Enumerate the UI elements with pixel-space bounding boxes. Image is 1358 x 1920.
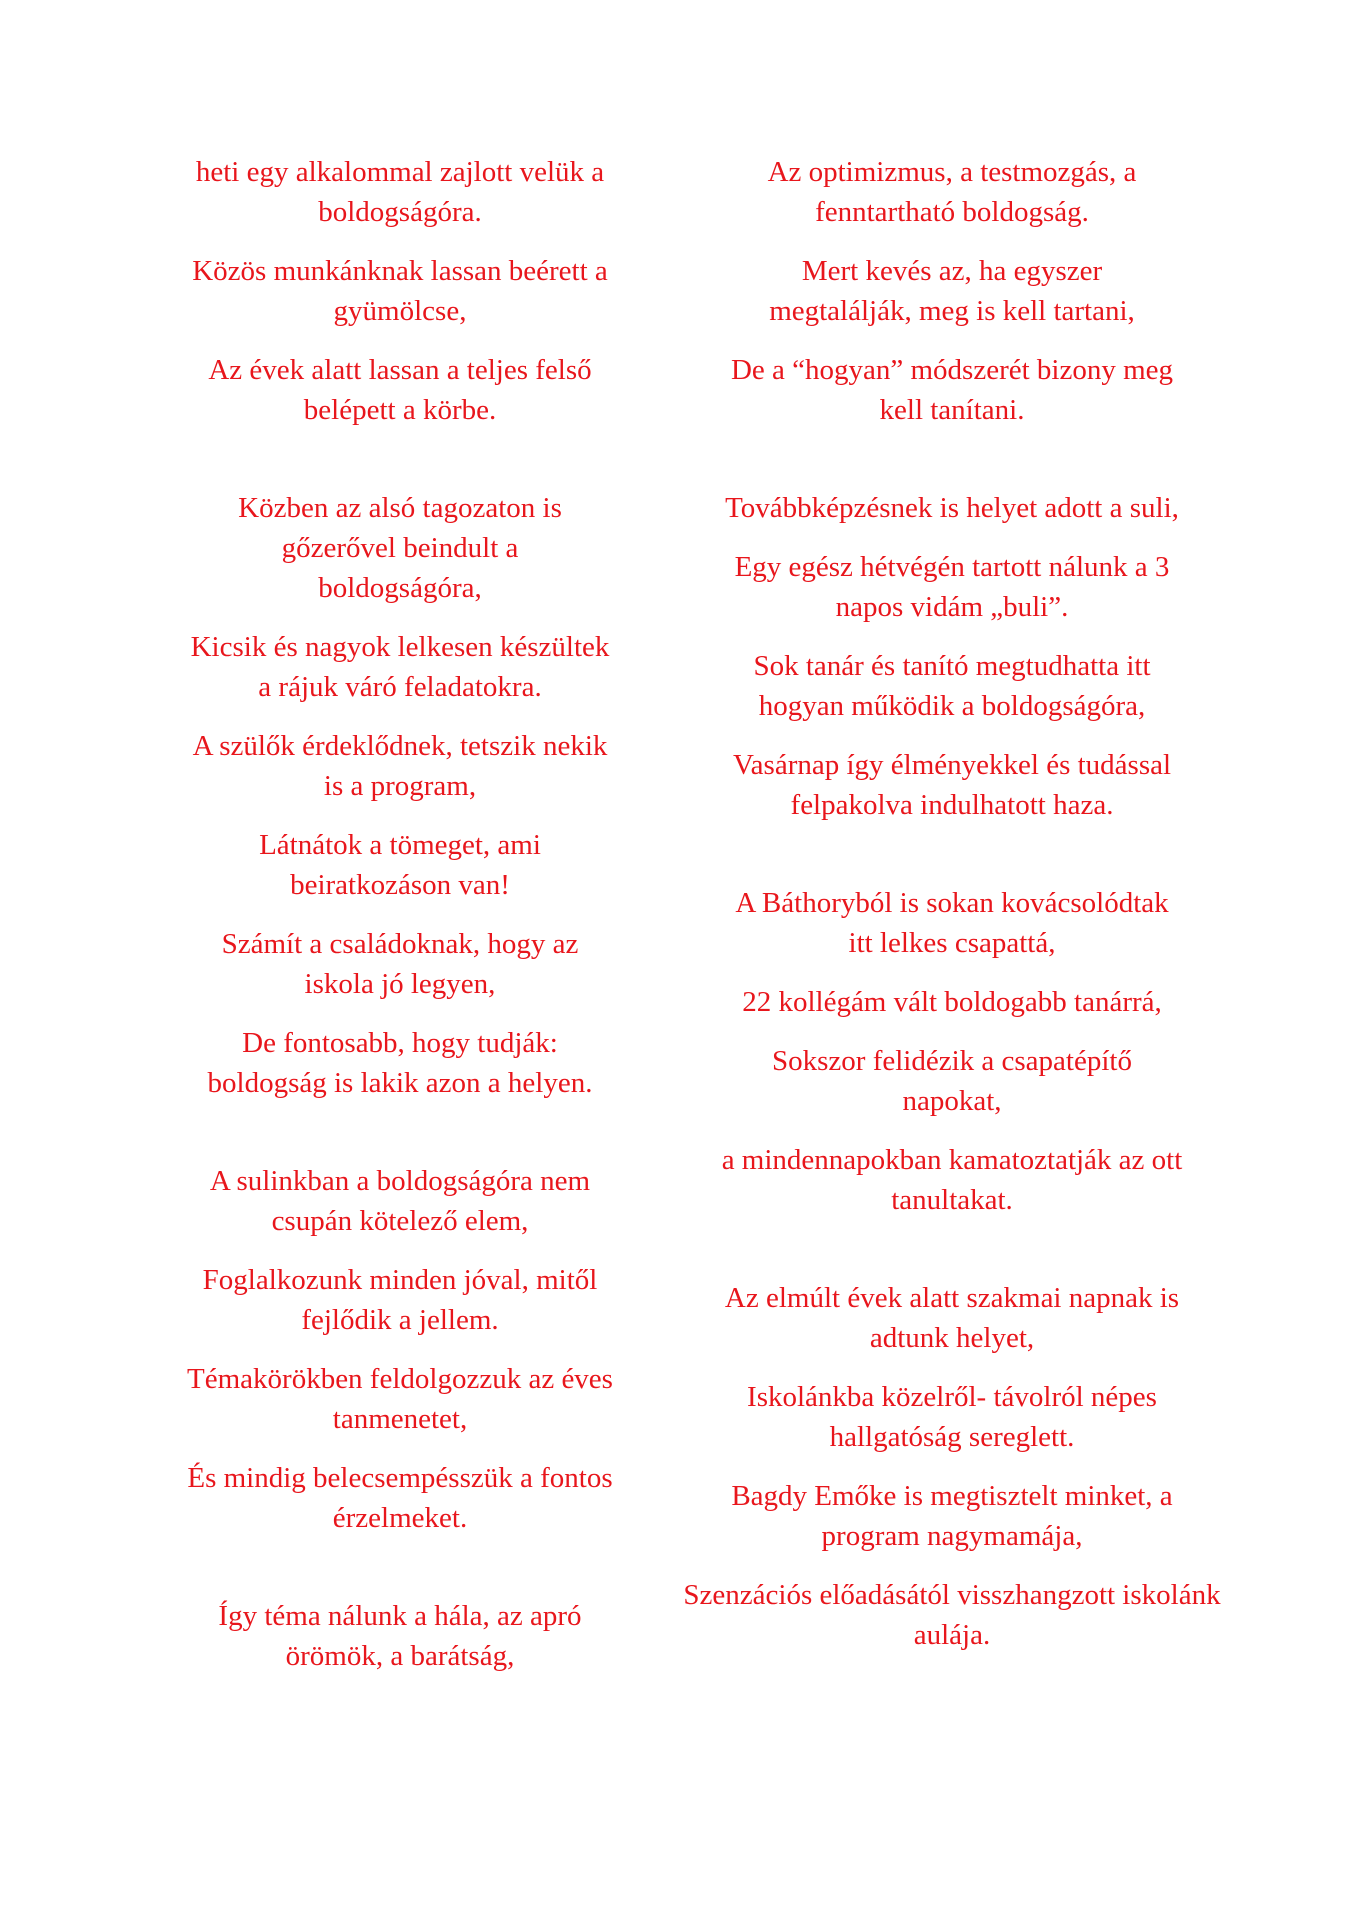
poem-line: Közös munkánknak lassan beérett a gyümölcse, <box>192 255 608 327</box>
poem-line: De a “hogyan” módszerét bizony meg kell tanítani. <box>730 354 1174 426</box>
poem-line: Témakörökben feldolgozzuk az éves tanmenetet, <box>187 1363 613 1435</box>
poem-line: Sok tanár és tanító megtudhatta itt hogyan működik a boldogságóra, <box>753 650 1151 722</box>
poem-line: Továbbképzésnek is helyet adott a suli, <box>725 492 1179 524</box>
left-column <box>120 152 680 1695</box>
stanza <box>672 1278 1232 1655</box>
stanza <box>672 152 1232 430</box>
poem-line: Egy egész hétvégén tartott nálunk a 3 napos vidám „buli”. <box>734 551 1170 623</box>
poem-line: A szülők érdeklődnek, tetszik nekik is a program, <box>192 730 608 802</box>
poem-line: Foglalkozunk minden jóval, mitől fejlődik a jellem. <box>202 1264 598 1336</box>
poem-line: Az elmúlt évek alatt szakmai napnak is adtunk helyet, <box>724 1282 1180 1354</box>
right-column <box>672 152 1232 1674</box>
poem-line: Vasárnap így élményekkel és tudással felpakolva indulhatott haza. <box>732 749 1172 821</box>
stanza <box>672 488 1232 825</box>
stanza <box>120 488 680 1103</box>
poem-line: Így téma nálunk a hála, az apró örömök, a barátság, <box>218 1600 582 1672</box>
poem-line: Bagdy Emőke is megtisztelt minket, a program nagymamája, <box>731 1480 1173 1552</box>
poem-line: Az évek alatt lassan a teljes felső belépett a körbe. <box>208 354 592 426</box>
poem-line: Az optimizmus, a testmozgás, a fenntartható boldogság. <box>767 156 1137 228</box>
poem-line: 22 kollégám vált boldogabb tanárrá, <box>742 986 1162 1018</box>
poem-line: Sokszor felidézik a csapatépítő napokat, <box>772 1045 1132 1117</box>
poem-line: Látnátok a tömeget, ami beiratkozáson van! <box>259 829 541 901</box>
poem-line: Mert kevés az, ha egyszer megtalálják, meg is kell tartani, <box>769 255 1135 327</box>
stanza <box>120 152 680 430</box>
poem-line: Kicsik és nagyok lelkesen készültek a rájuk váró feladatokra. <box>190 631 610 703</box>
stanza <box>120 1161 680 1538</box>
stanza <box>672 883 1232 1220</box>
poem-line: De fontosabb, hogy tudják: boldogság is lakik azon a helyen. <box>207 1027 593 1099</box>
poem-line: a mindennapokban kamatoztatják az ott tanultakat. <box>721 1144 1183 1216</box>
stanza <box>120 1596 680 1676</box>
poem-line: A Báthoryból is sokan kovácsolódtak itt lelkes csapattá, <box>735 887 1169 959</box>
poem-line: A sulinkban a boldogságóra nem csupán kötelező elem, <box>209 1165 591 1237</box>
poem-line: Szenzációs előadásától visszhangzott iskolánk aulája. <box>683 1579 1221 1651</box>
poem-line: Számít a családoknak, hogy az iskola jó legyen, <box>221 928 579 1000</box>
poem-line: Iskolánkba közelről- távolról népes hallgatóság sereglett. <box>747 1381 1157 1453</box>
poem-line: heti egy alkalommal zajlott velük a boldogságóra. <box>195 156 605 228</box>
poem-line: És mindig belecsempésszük a fontos érzelmeket. <box>187 1462 613 1534</box>
poem-line: Közben az alsó tagozaton is gőzerővel beindult a boldogságóra, <box>238 492 562 604</box>
